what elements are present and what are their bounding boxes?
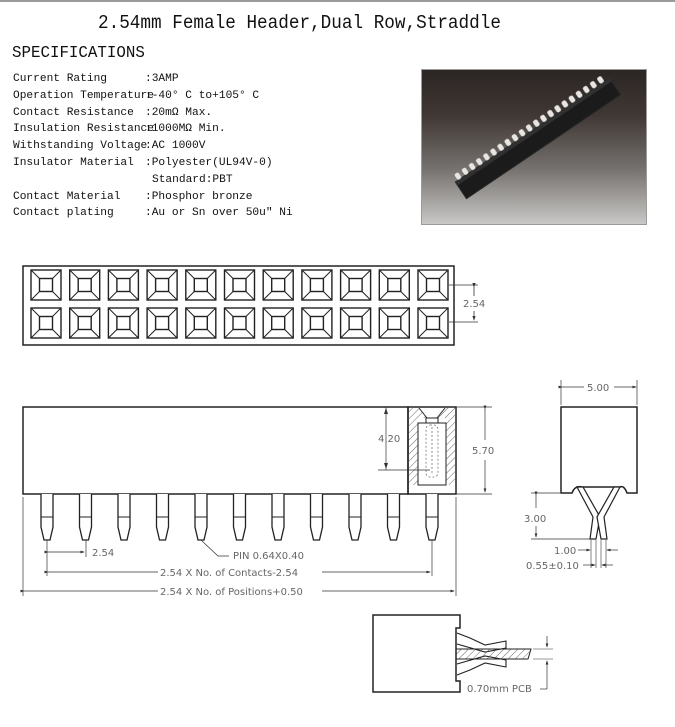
- contact-cell: [302, 270, 332, 300]
- side-view-body: [561, 407, 637, 493]
- spec-value: :Au or Sn over 50u" Ni: [145, 207, 293, 220]
- spec-label: Operation Temperature: [13, 89, 154, 102]
- pcb-thickness-label: 0.70mm PCB: [467, 684, 532, 695]
- contact-cell: [70, 270, 100, 300]
- spec-label: Insulation Resistance: [13, 123, 154, 136]
- top-view-pitch-label: 2.54: [463, 299, 486, 310]
- side-width-label: 5.00: [587, 383, 610, 394]
- contact-cell: [263, 270, 293, 300]
- spec-value: :1000MΩ Min.: [145, 123, 226, 136]
- contact-cell: [108, 270, 138, 300]
- side-view-left-leg: [577, 487, 600, 539]
- pin: [426, 494, 438, 540]
- top-view-contact-cells: [31, 270, 448, 338]
- side-view-right-leg: [597, 487, 620, 539]
- socket-depth-label: 4.20: [378, 434, 401, 445]
- contact-cell: [147, 270, 177, 300]
- body-height-label: 5.70: [472, 446, 495, 457]
- pin: [311, 494, 323, 540]
- contact-cell: [225, 270, 255, 300]
- spec-label: Contact plating: [13, 207, 114, 220]
- front-view-body: [23, 407, 408, 494]
- spec-value: Standard:PBT: [152, 173, 233, 186]
- positions-length-label: 2.54 X No. of Positions+0.50: [160, 587, 303, 598]
- side-view: [524, 380, 637, 572]
- contacts-length-label: 2.54 X No. of Contacts-2.54: [160, 568, 299, 579]
- contact-cell: [263, 308, 293, 338]
- contact-cell: [418, 270, 448, 300]
- pin-size-callout: [201, 540, 304, 562]
- front-view-pins: [41, 494, 438, 540]
- spec-value: :AC 1000V: [145, 140, 206, 153]
- tail-length-label: 3.00: [524, 514, 547, 525]
- top-view: [23, 266, 485, 345]
- contact-cell: [186, 308, 216, 338]
- contact-cell: [379, 270, 409, 300]
- pin: [80, 494, 92, 540]
- spec-value: :-40° C to+105° C: [145, 89, 260, 102]
- pcb-mount-view: [373, 615, 553, 695]
- pin: [195, 494, 207, 540]
- pin: [157, 494, 169, 540]
- spec-label: Contact Material: [13, 190, 121, 203]
- spec-label: Current Rating: [13, 73, 107, 85]
- spec-value: :Phosphor bronze: [145, 190, 253, 203]
- tail-length-dimension: [524, 493, 590, 539]
- pin-size-label: PIN 0.64X0.40: [233, 551, 305, 562]
- pin: [118, 494, 130, 540]
- contact-cell: [341, 270, 371, 300]
- contact-cell: [186, 270, 216, 300]
- pin: [272, 494, 284, 540]
- contact-cell: [147, 308, 177, 338]
- contact-cell: [108, 308, 138, 338]
- contact-cell: [31, 308, 61, 338]
- pin-pitch-label: 2.54: [92, 548, 115, 559]
- pin-pitch-dimension: [47, 540, 114, 576]
- body-height-dimension: [456, 407, 494, 494]
- pin-thickness-label: 0.55±0.10: [526, 561, 579, 572]
- contact-cell: [341, 308, 371, 338]
- document-title: 2.54mm Female Header,Dual Row,Straddle: [98, 12, 501, 34]
- leg-gap-dimension: [526, 540, 618, 572]
- spec-label: Withstanding Voltage: [13, 140, 148, 153]
- contact-cell: [418, 308, 448, 338]
- contact-cell: [379, 308, 409, 338]
- specifications-heading: SPECIFICATIONS: [12, 44, 145, 63]
- spec-value: :20mΩ Max.: [145, 106, 213, 119]
- spec-value: :Polyester(UL94V-0): [145, 156, 273, 169]
- spec-label: Insulator Material: [13, 156, 134, 169]
- pin: [41, 494, 53, 540]
- spec-value: :3AMP: [145, 73, 179, 85]
- leg-gap-label: 1.00: [554, 546, 577, 557]
- contact-cell: [225, 308, 255, 338]
- pin: [388, 494, 400, 540]
- front-view: [23, 407, 494, 598]
- contact-cell: [70, 308, 100, 338]
- spec-label: Contact Resistance: [13, 106, 134, 119]
- contact-cell: [302, 308, 332, 338]
- side-width-dimension: [561, 380, 637, 405]
- front-view-cross-section: [408, 407, 456, 494]
- pin: [234, 494, 246, 540]
- pin: [349, 494, 361, 540]
- pcb-view-body: [373, 615, 460, 692]
- contact-cell: [31, 270, 61, 300]
- pcb-board-section: [456, 649, 531, 659]
